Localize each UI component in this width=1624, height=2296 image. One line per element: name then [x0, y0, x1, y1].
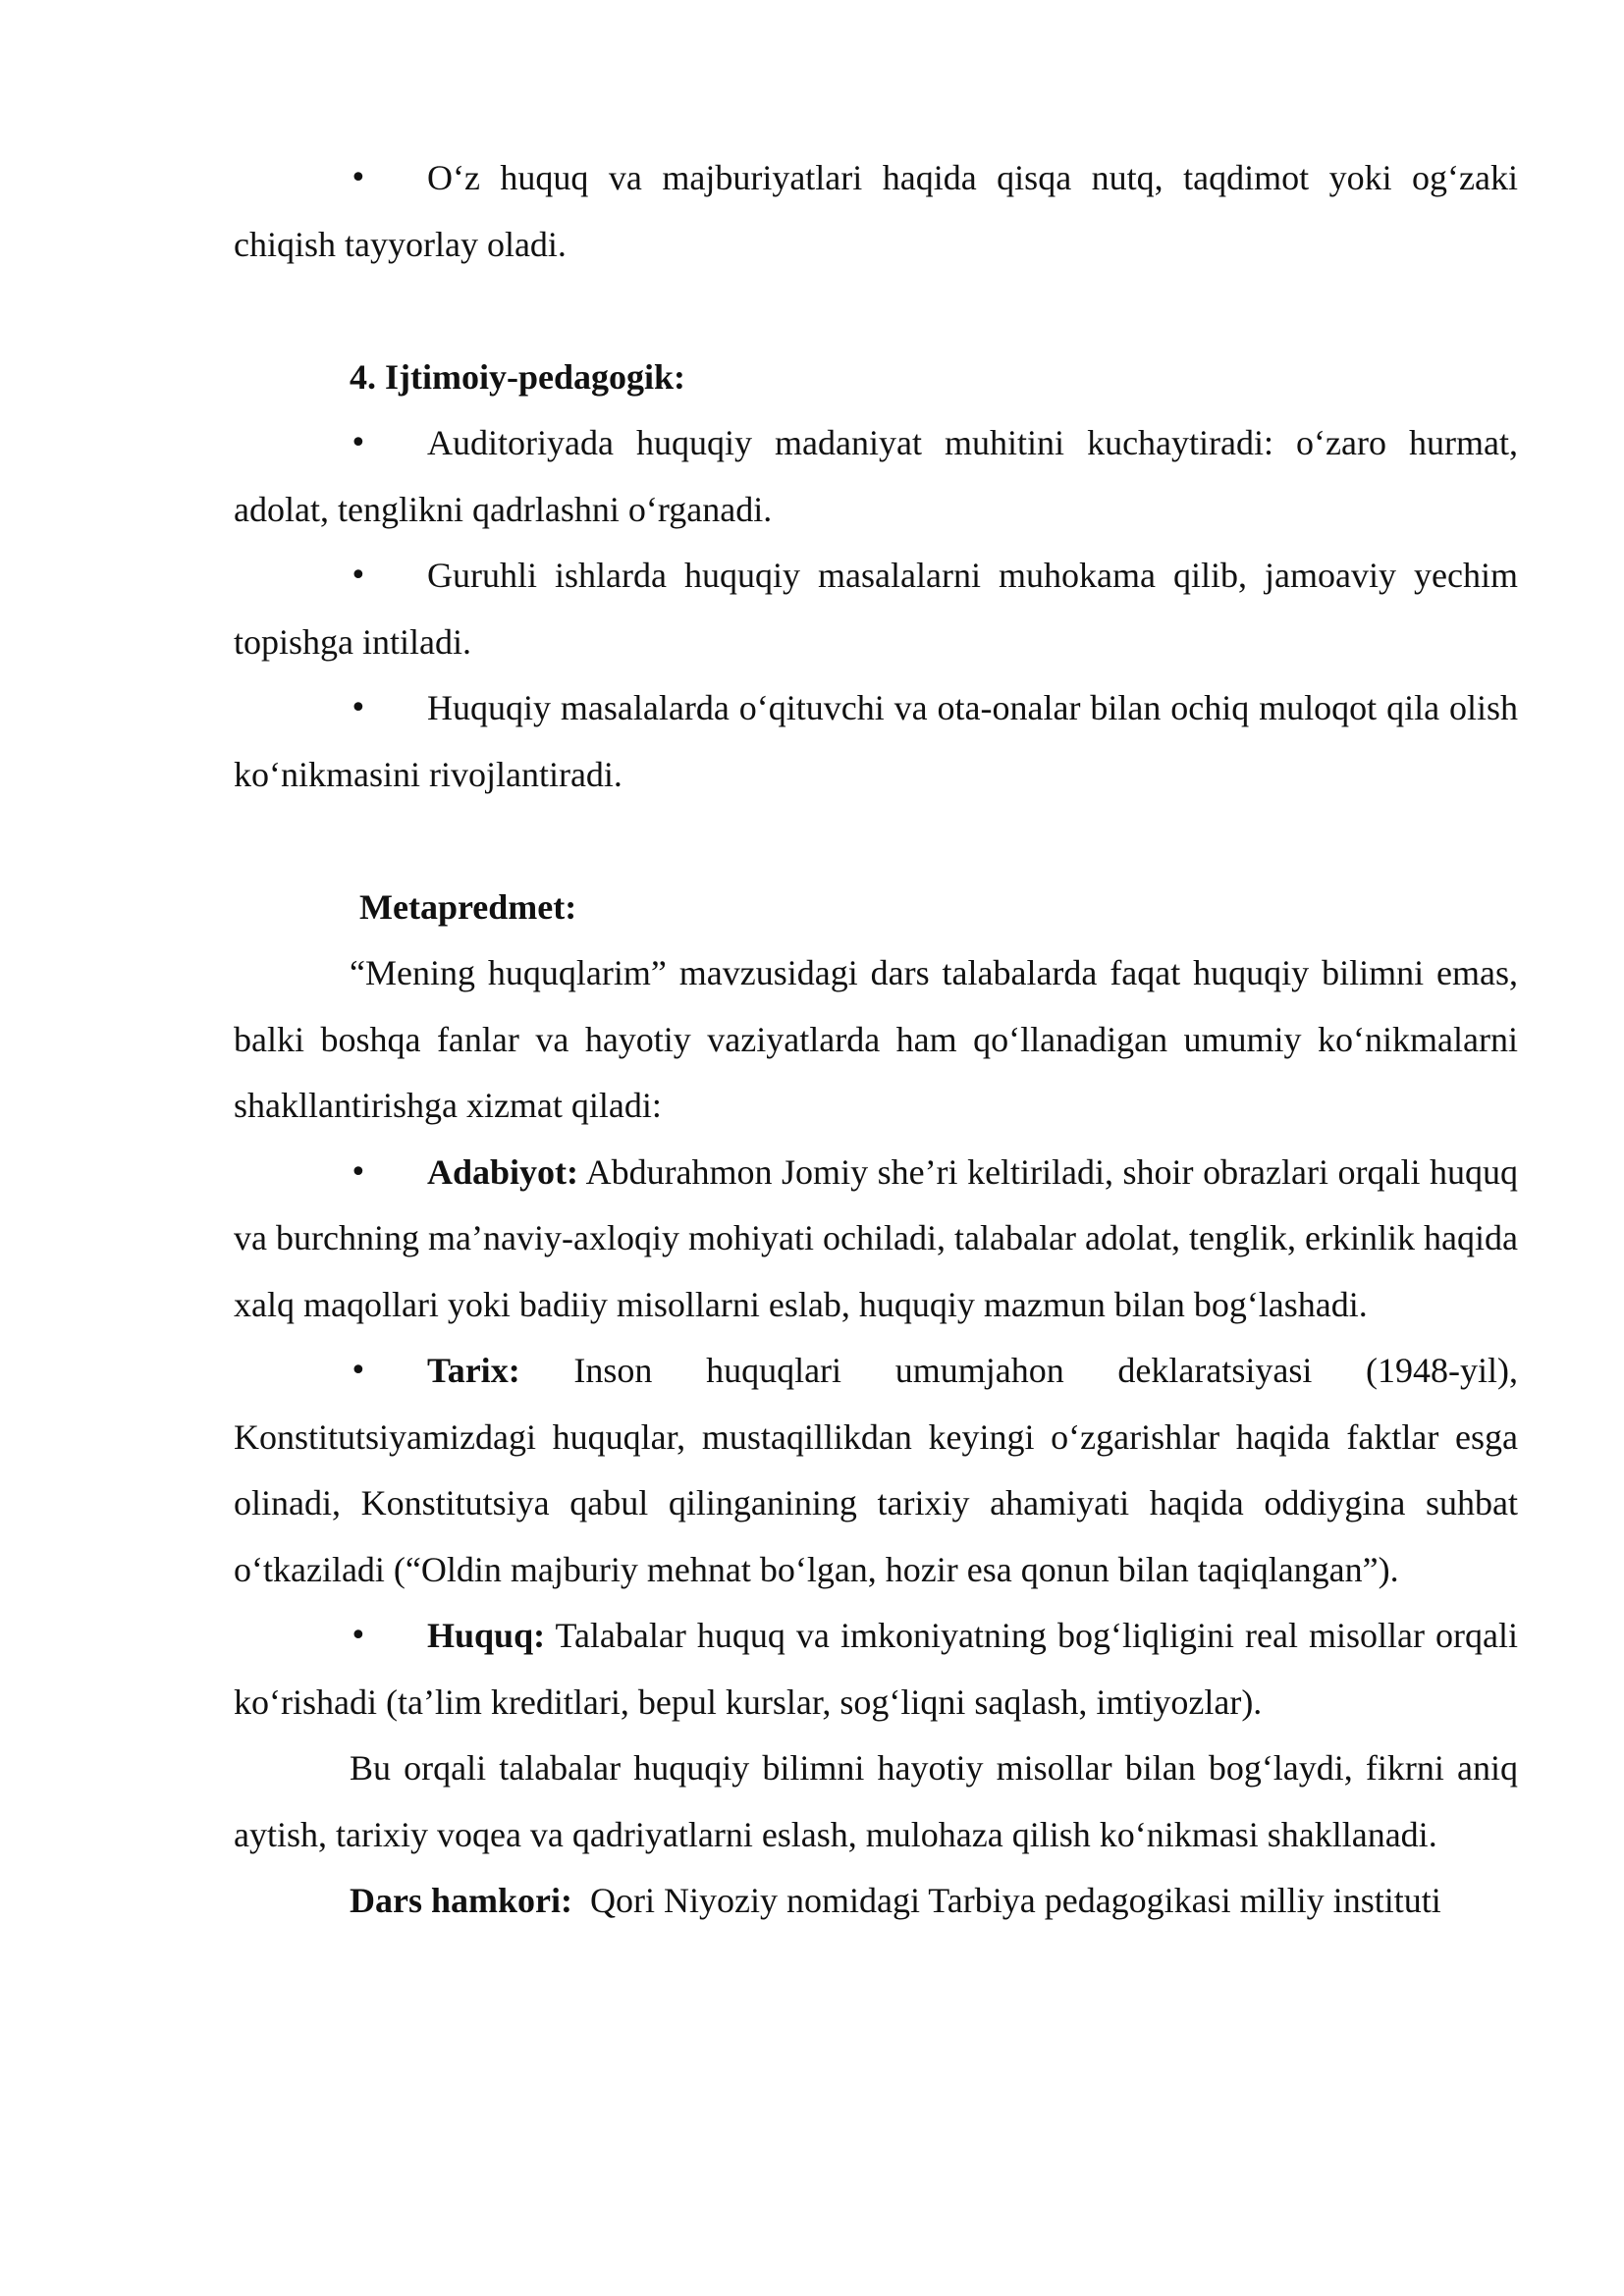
- subject-text: Inson huquqlari umumjahon deklaratsiyasi (1948-yil), Konstitutsiyamizdagi huquqlar, mustaqillikdan keyingi o‘zgarishlar haqida faktlar esga olinadi, Konstitutsiya qabul qilinganining tarixiy ahamiyati haqida oddiygina suhbat o‘tkaziladi (“Oldin majburiy mehnat bo‘lgan, hozir esa qonun bilan taqiqlangan”).: [234, 1351, 1518, 1589]
- spacer: [234, 808, 1518, 875]
- subject-text: Abdurahmon Jomiy she’ri keltiriladi, shoir obrazlari orqali huquq va burchning ma’naviy-axloqiy mohiyati ochiladi, talabalar adolat, tenglik, erkinlik haqida xalq maqollari yoki badiiy misollarni eslab, huquqiy mazmun bilan bog‘lashadi.: [234, 1151, 1518, 1324]
- metapredmet-heading: Metapredmet:: [359, 886, 577, 927]
- conclusion-paragraph: Bu orqali talabalar huquqiy bilimni hayotiy misollar bilan bog‘laydi, fikrni aniq aytish, tarixiy voqea va qadriyatlarni eslash, mulohaza qilish ko‘nikmasi shakllanadi.: [234, 1748, 1518, 1854]
- bullet-text: Guruhli ishlarda huquqiy masalalarni muhokama qilib, jamoaviy yechim topishga intiladi.: [234, 556, 1518, 662]
- bullet-icon: •: [350, 691, 367, 725]
- partner-text: Qori Niyoziy nomidagi Tarbiya pedagogikasi milliy instituti: [572, 1881, 1441, 1920]
- subject-text: Talabalar huquq va imkoniyatning bog‘liqligini real misollar orqali ko‘rishadi (ta’lim kreditlari, bepul kurslar, sog‘liqni saqlash, imtiyozlar).: [234, 1616, 1518, 1722]
- bullet-icon: •: [350, 426, 367, 460]
- section4-bullet-item: [234, 543, 1518, 675]
- spacer: [234, 278, 1518, 345]
- bullet-icon: •: [350, 1154, 367, 1190]
- section4-bullet-item: [234, 410, 1518, 543]
- subject-label: Tarix:: [427, 1351, 520, 1390]
- subject-label: Huquq:: [427, 1616, 546, 1655]
- bullet-icon: •: [350, 1619, 367, 1653]
- bullet-icon: •: [350, 559, 367, 593]
- section4-bullet-item: [234, 675, 1518, 808]
- bullet-icon: •: [350, 1354, 367, 1388]
- bullet-text: O‘z huquq va majburiyatlari haqida qisqa nutq, taqdimot yoki og‘zaki chiqish tayyorlay oladi.: [234, 158, 1518, 264]
- partner-label: Dars hamkori:: [350, 1881, 572, 1920]
- bullet-text: [234, 1351, 1518, 1589]
- document-page: [234, 145, 1518, 1935]
- bullet-text: [234, 1152, 1518, 1324]
- subject-label: Adabiyot:: [427, 1151, 579, 1192]
- bullet-text: Huquqiy masalalarda o‘qituvchi va ota-onalar bilan ochiq muloqot qila olish ko‘nikmasini rivojlantiradi.: [234, 688, 1518, 794]
- bullet-icon: •: [350, 161, 367, 195]
- metapredmet-bullet-item: [234, 1140, 1518, 1339]
- bullet-text: [234, 1616, 1518, 1722]
- metapredmet-bullet-item: [234, 1603, 1518, 1735]
- bullet-text: Auditoriyada huquqiy madaniyat muhitini kuchaytiradi: o‘zaro hurmat, adolat, tenglikni qadrlashni o‘rganadi.: [234, 423, 1518, 529]
- intro-bullet-item: [234, 145, 1518, 278]
- section-heading: 4. Ijtimoiy-pedagogik:: [350, 356, 685, 397]
- metapredmet-intro: “Mening huquqlarim” mavzusidagi dars talabalarda faqat huquqiy bilimni emas, balki boshqa fanlar va hayotiy vaziyatlarda ham qo‘llanadigan umumiy ko‘nikmalarni shakllantirishga xizmat qiladi:: [234, 953, 1518, 1125]
- metapredmet-bullet-item: [234, 1338, 1518, 1603]
- partner-paragraph: [234, 1868, 1518, 1935]
